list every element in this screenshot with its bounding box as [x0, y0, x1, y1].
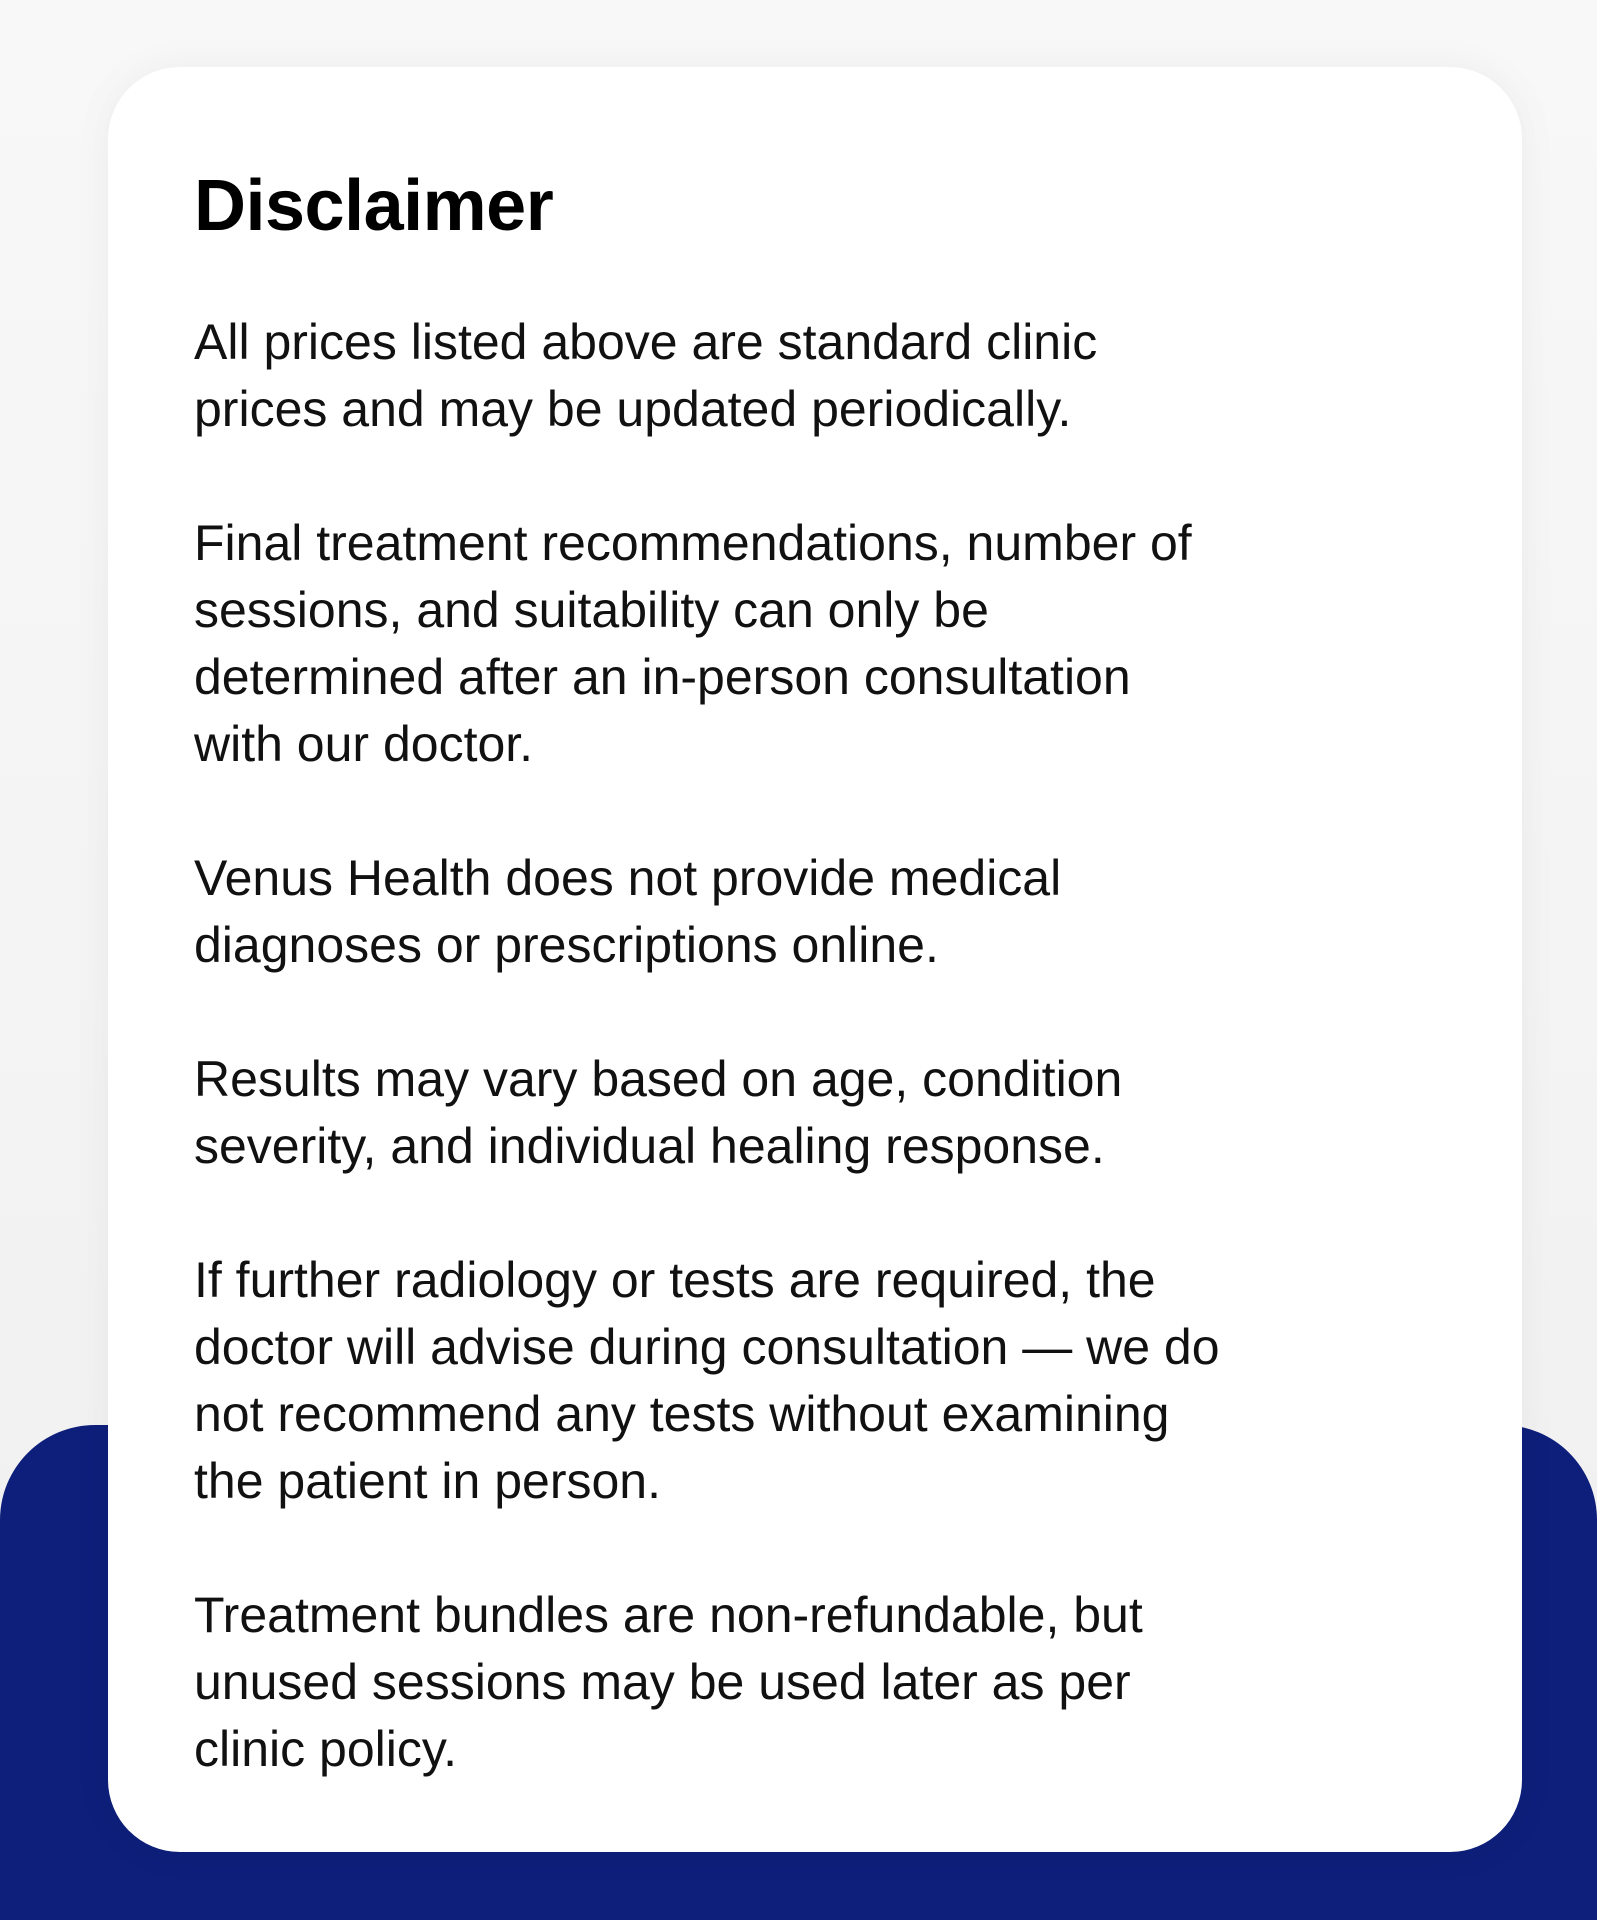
disclaimer-paragraph-refunds: Treatment bundles are non-refundable, but unused sessions may be used later as per clinic policy. [194, 1587, 1143, 1777]
disclaimer-paragraph-recommendations: Final treatment recommendations, number of sessions, and suitability can only be determined after an in-person consultation with our doctor. [194, 515, 1192, 772]
disclaimer-card [108, 67, 1522, 1852]
disclaimer-paragraph-prices: All prices listed above are standard clinic prices and may be updated periodically. [194, 314, 1098, 437]
disclaimer-paragraph-online: Venus Health does not provide medical diagnoses or prescriptions online. [194, 850, 1062, 973]
disclaimer-body [194, 309, 1436, 1783]
disclaimer-paragraph-tests: If further radiology or tests are required, the doctor will advise during consultation — we do not recommend any tests without examining the patient in person. [194, 1252, 1220, 1509]
disclaimer-title: Disclaimer [194, 166, 554, 246]
disclaimer-paragraph-results: Results may vary based on age, condition severity, and individual healing response. [194, 1051, 1123, 1174]
